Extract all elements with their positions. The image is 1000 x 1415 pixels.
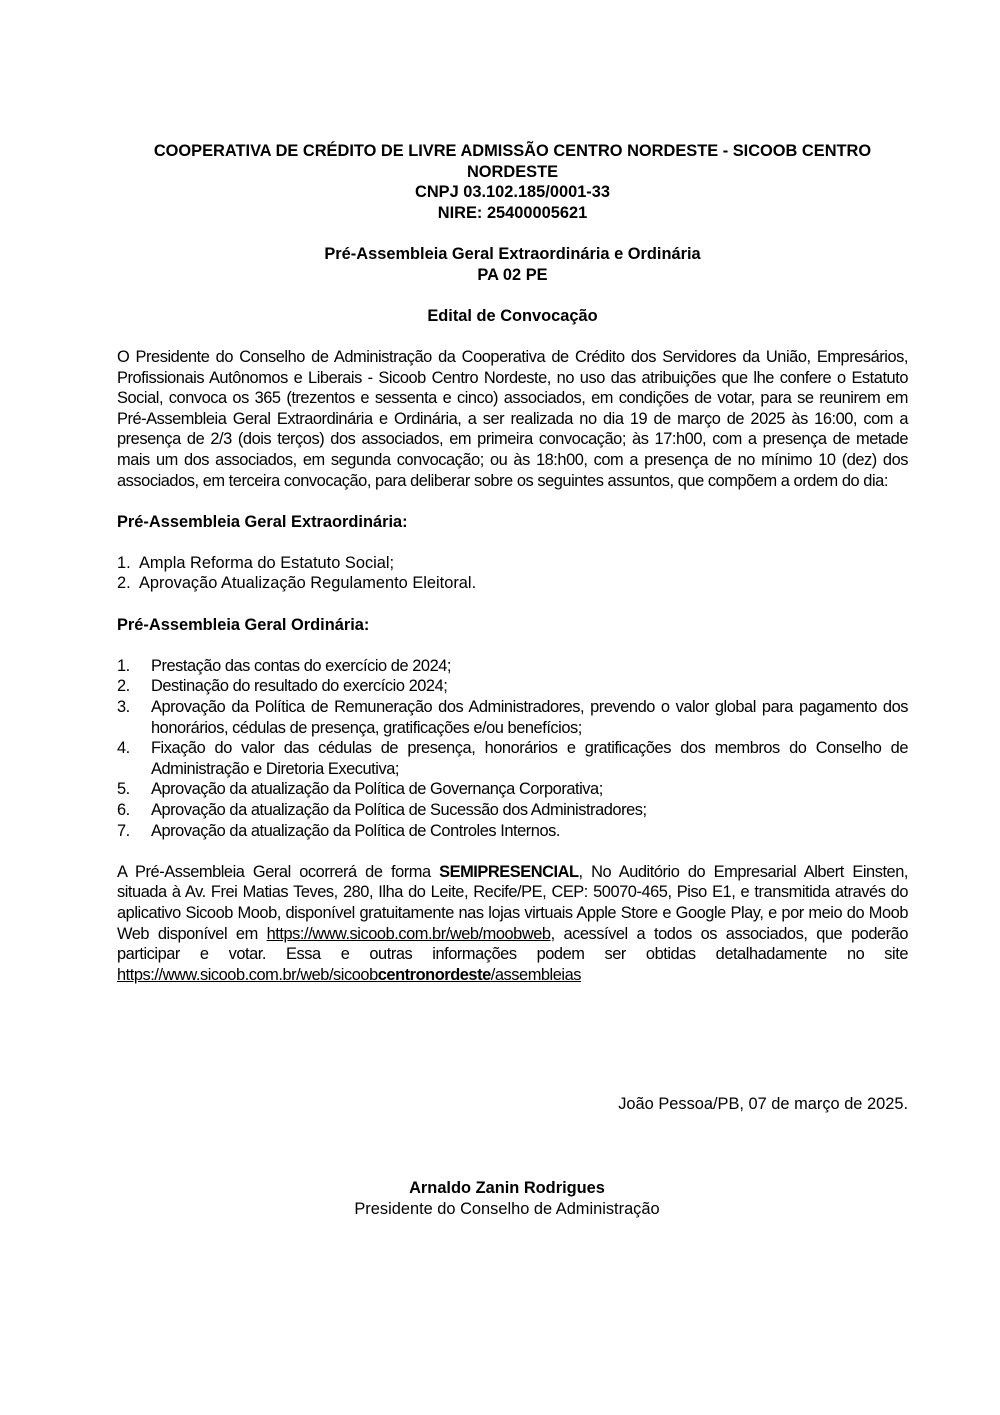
- item-text: Aprovação Atualização Regulamento Eleitoral.: [139, 574, 477, 593]
- ordinary-heading: Pré-Assembleia Geral Ordinária:: [117, 615, 370, 634]
- item-text: Prestação das contas do exercício de 2024;: [151, 656, 452, 675]
- assembleias-link[interactable]: [117, 966, 581, 984]
- cnpj: CNPJ 03.102.185/0001-33: [414, 183, 610, 202]
- list-item: [117, 553, 908, 574]
- list-item: [117, 779, 908, 800]
- item-number: 3.: [117, 698, 130, 717]
- list-item: [117, 800, 908, 821]
- list-item: [117, 738, 908, 779]
- list-item: [117, 676, 908, 697]
- org-name-line2: NORDESTE: [466, 162, 559, 181]
- list-item: [117, 821, 908, 842]
- place-and-date: João Pessoa/PB, 07 de março de 2025.: [618, 1095, 908, 1113]
- intro-paragraph: O Presidente do Conselho de Administração da Cooperativa de Crédito dos Servidores da União, Empresários, Profissionais Autônomos e Liberais - Sicoob Centro Nordeste, no uso das atribuições que lhe confere o Estatuto Social, convoca os 365 (trezentos e sessenta e cinco) associados, em condições de votar, para se reunirem em Pré-Assembleia Geral Extraordinária e Ordinária, a ser realizada no dia 19 de março de 2025 às 16:00, com a presença de 2/3 (dois terços) dos associados, em primeira convocação; às 17:h00, com a presença de metade mais um dos associados, em segunda convocação; ou às 18:h00, com a presença de no mínimo 10 (dez) dos associados, em terceira convocação, para deliberar sobre os seguintes assuntos, que compõem a ordem do dia:: [117, 347, 908, 490]
- item-text: Aprovação da atualização da Política de Controles Internos.: [151, 821, 560, 840]
- item-number: 2.: [117, 677, 130, 696]
- item-number: 1.: [117, 656, 130, 675]
- item-number: 1.: [117, 553, 131, 572]
- item-number: 6.: [117, 801, 130, 819]
- item-text: Aprovação da atualização da Política de Sucessão dos Administradores;: [151, 801, 647, 819]
- link-suffix: /assembleias: [490, 965, 582, 984]
- document-page: [117, 141, 908, 985]
- link-bold-part: centronordeste: [377, 965, 491, 984]
- signer-role: Presidente do Conselho de Administração: [354, 1199, 660, 1218]
- item-text: Destinação do resultado do exercício 2024;: [151, 677, 448, 696]
- link-prefix: https://www.sicoob.com.br/web/sicoob: [117, 965, 378, 984]
- list-item: [117, 573, 908, 594]
- item-number: 5.: [117, 780, 130, 799]
- list-item: [117, 697, 908, 738]
- item-text: Aprovação da atualização da Política de Governança Corporativa;: [151, 780, 603, 799]
- list-item: [117, 656, 908, 677]
- location-text-3: , acessível a todos os associados, que poderão participar e votar. Essa e outras informações podem ser obtidas detalhadamente no site: [117, 924, 908, 964]
- assembly-heading: [117, 244, 908, 285]
- extraordinary-agenda-list: [117, 553, 908, 594]
- signature-block: [330, 1178, 684, 1219]
- pa-code: PA 02 PE: [477, 265, 548, 284]
- document-title: Edital de Convocação: [427, 306, 598, 325]
- location-text-2: , No Auditório do Empresarial Albert Einsten, situada à Av. Frei Matias Teves, 280, Ilha do Leite, Recife/PE, CEP: 50070-465, Piso E1, e transmitida através do aplicativo Sicoob Moob, disponível gratuitamente nas lojas virtuais Apple Store e Google Play, e por meio do Moob Web disponível em: [117, 862, 908, 943]
- organization-name: [117, 141, 908, 223]
- item-text: Aprovação da Política de Remuneração dos Administradores, prevendo o valor global para pagamento dos honorários, cédulas de presença, gratificações e/ou benefícios;: [151, 698, 908, 737]
- item-number: 4.: [117, 739, 130, 758]
- item-text: Fixação do valor das cédulas de presença, honorários e gratificações dos membros do Conselho de Administração e Diretoria Executiva;: [151, 739, 908, 778]
- format-emphasis: SEMIPRESENCIAL: [439, 862, 579, 881]
- assembly-title: Pré-Assembleia Geral Extraordinária e Ordinária: [324, 244, 701, 263]
- item-number: 7.: [117, 821, 130, 840]
- ordinary-agenda-list: [117, 656, 908, 841]
- extraordinary-heading: Pré-Assembleia Geral Extraordinária:: [117, 512, 408, 531]
- moobweb-link[interactable]: https://www.sicoob.com.br/web/moobweb: [266, 924, 551, 943]
- nire: NIRE: 25400005621: [437, 203, 588, 222]
- item-text: Ampla Reforma do Estatuto Social;: [139, 553, 395, 572]
- location-paragraph: [117, 862, 908, 986]
- item-number: 2.: [117, 574, 131, 593]
- signer-name: Arnaldo Zanin Rodrigues: [409, 1179, 605, 1197]
- org-name-line1: COOPERATIVA DE CRÉDITO DE LIVRE ADMISSÃO CENTRO NORDESTE - SICOOB CENTRO: [153, 142, 872, 160]
- location-text-1: A Pré-Assembleia Geral ocorrerá de forma: [117, 862, 440, 881]
